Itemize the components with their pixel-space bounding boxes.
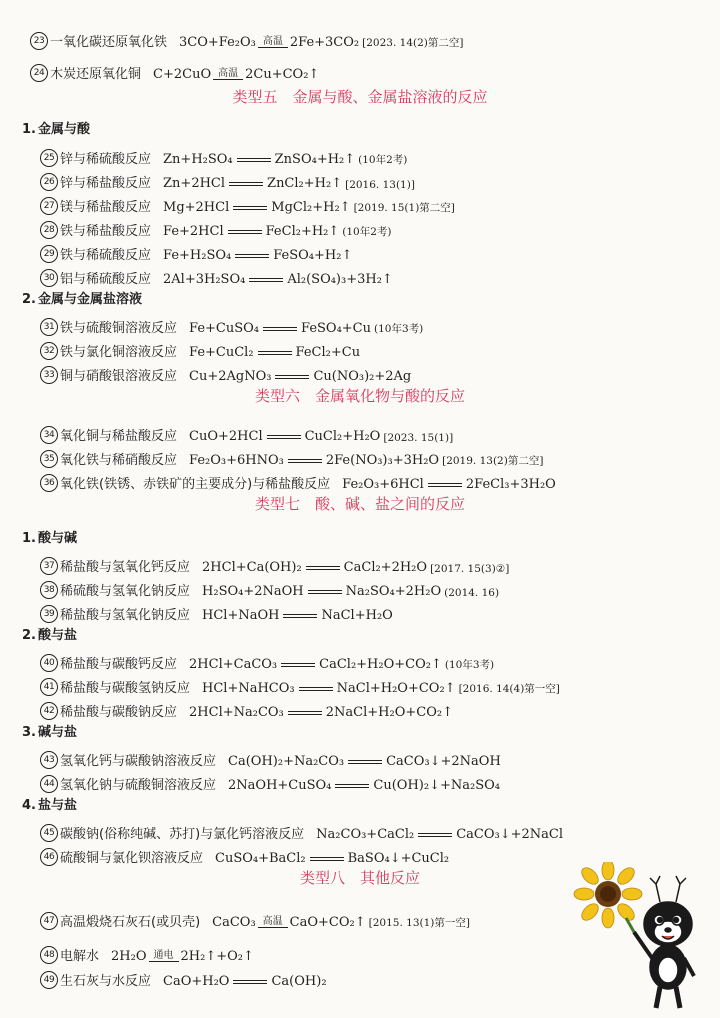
reactants: C+2CuO — [153, 67, 212, 82]
reactants: 2NaOH+CuSO₄ — [228, 778, 332, 793]
reaction-name: 锌与稀硫酸反应 — [60, 152, 152, 167]
exam-note: [2017. 15(3)②] — [430, 563, 510, 575]
equals-sign — [235, 254, 269, 258]
reactants: 2HCl+Ca(OH)₂ — [202, 560, 302, 575]
equation-row — [40, 420, 720, 444]
reactants: 2H₂O — [111, 949, 147, 964]
item-number: 33 — [40, 366, 58, 384]
equals-sign — [258, 351, 292, 355]
reaction-name: 稀盐酸与碳酸氢钠反应 — [60, 681, 191, 696]
reaction-name: 电解水 — [60, 949, 100, 964]
equation-row — [40, 575, 720, 599]
products: Cu(OH)₂↓+Na₂SO₄ — [373, 778, 500, 793]
reactants: CaO+H₂O — [163, 974, 230, 989]
exam-note: [2019. 13(2)第二空] — [442, 455, 544, 467]
reaction-name: 铁与稀硫酸反应 — [60, 248, 152, 263]
exam-note: (10年3考) — [374, 323, 424, 335]
equals-sign — [308, 590, 342, 594]
exam-note: [2015. 13(1)第一空] — [368, 917, 470, 929]
products: 2H₂↑+O₂↑ — [180, 949, 254, 964]
condition — [213, 68, 243, 80]
reaction-name: 稀盐酸与碳酸钙反应 — [60, 657, 178, 672]
item-number: 41 — [40, 678, 58, 696]
equation-row — [40, 444, 720, 468]
item-number: 31 — [40, 318, 58, 336]
equation-row — [40, 263, 720, 287]
equals-sign — [281, 663, 315, 667]
equals-sign — [228, 230, 262, 234]
item-number: 46 — [40, 848, 58, 866]
equals-sign — [428, 483, 462, 487]
item-number: 27 — [40, 197, 58, 215]
item-number: 48 — [40, 946, 58, 964]
equation-row — [40, 745, 720, 769]
reactants: HCl+NaHCO₃ — [202, 681, 295, 696]
condition-text: 通电 — [153, 950, 174, 961]
subsection-heading: 2. 酸与盐 — [22, 628, 78, 643]
reactants: Fe+H₂SO₄ — [163, 248, 232, 263]
reaction-name: 稀盐酸与氢氧化钠反应 — [60, 608, 191, 623]
condition-text: 高温 — [262, 916, 283, 927]
item-number: 43 — [40, 751, 58, 769]
products: FeSO₄+Cu — [301, 321, 372, 336]
item-number: 35 — [40, 450, 58, 468]
condition — [149, 950, 179, 962]
equals-sign — [275, 375, 309, 379]
exam-note: (2014. 16) — [444, 587, 500, 599]
condition — [258, 36, 288, 48]
exam-note: (10年2考) — [358, 154, 408, 166]
reaction-name: 碳酸钠(俗称纯碱、苏打)与氯化钙溶液反应 — [60, 827, 305, 842]
equation-row — [40, 468, 720, 492]
equals-sign — [233, 980, 267, 984]
item-number: 44 — [40, 775, 58, 793]
subsection-heading: 1. 金属与酸 — [22, 122, 91, 137]
exam-note: [2023. 15(1)] — [383, 432, 454, 444]
products: Na₂SO₄+2H₂O — [345, 584, 442, 599]
reactants: Zn+H₂SO₄ — [163, 152, 233, 167]
equals-sign — [306, 566, 340, 570]
item-number: 24 — [30, 64, 48, 82]
products: CaCO₃↓+2NaOH — [386, 754, 501, 769]
item-number: 36 — [40, 474, 58, 492]
reaction-name: 生石灰与水反应 — [60, 974, 152, 989]
equals-sign — [299, 687, 333, 691]
reactants: Na₂CO₃+CaCl₂ — [316, 827, 415, 842]
reaction-name: 铁与氯化铜溶液反应 — [60, 345, 178, 360]
reactants: Zn+2HCl — [163, 176, 226, 191]
equals-sign — [418, 833, 452, 837]
reactants: Fe₂O₃+6HNO₃ — [189, 453, 284, 468]
item-number: 37 — [40, 557, 58, 575]
equation-row — [30, 26, 720, 50]
products: 2FeCl₃+3H₂O — [465, 477, 556, 492]
reactants: CuO+2HCl — [189, 429, 263, 444]
equation-row — [40, 648, 720, 672]
products: FeCl₂+H₂↑ — [265, 224, 340, 239]
reaction-name: 氧化铁(铁锈、赤铁矿的主要成分)与稀盐酸反应 — [60, 477, 331, 492]
subsection-heading: 3. 碱与盐 — [22, 725, 78, 740]
exam-note: [2016. 14(4)第一空] — [458, 683, 560, 695]
sunflower-icon — [574, 862, 642, 928]
equals-sign — [233, 206, 267, 210]
item-number: 39 — [40, 605, 58, 623]
reaction-name: 稀盐酸与氢氧化钙反应 — [60, 560, 191, 575]
equation-row — [40, 336, 720, 360]
item-number: 28 — [40, 221, 58, 239]
equals-sign — [267, 435, 301, 439]
equals-sign — [249, 278, 283, 282]
products: CuCl₂+H₂O — [304, 429, 381, 444]
item-number: 25 — [40, 149, 58, 167]
equals-sign — [237, 158, 271, 162]
equation-row — [40, 167, 720, 191]
reaction-name: 一氧化碳还原氧化铁 — [50, 35, 168, 50]
equation-row — [40, 191, 720, 215]
products: ZnCl₂+H₂↑ — [267, 176, 343, 191]
reaction-name: 氢氧化钙与碳酸钠溶液反应 — [60, 754, 217, 769]
reaction-name: 高温煅烧石灰石(或贝壳) — [60, 915, 201, 930]
reactants: HCl+NaOH — [202, 608, 280, 623]
reactants: CaCO₃ — [212, 915, 256, 930]
item-number: 49 — [40, 971, 58, 989]
equals-sign — [288, 459, 322, 463]
reactants: 2Al+3H₂SO₄ — [163, 272, 246, 287]
reactants: Fe+CuCl₂ — [189, 345, 254, 360]
reaction-name: 镁与稀盐酸反应 — [60, 200, 152, 215]
reaction-name: 锌与稀盐酸反应 — [60, 176, 152, 191]
equals-sign — [335, 784, 369, 788]
equation-row — [40, 239, 720, 263]
equals-sign — [310, 857, 344, 861]
equation-row — [40, 312, 720, 336]
item-number: 30 — [40, 269, 58, 287]
equation-row — [40, 551, 720, 575]
products: Ca(OH)₂ — [271, 974, 327, 989]
reactants: Ca(OH)₂+Na₂CO₃ — [228, 754, 345, 769]
item-number: 42 — [40, 702, 58, 720]
reaction-name: 铜与硝酸银溶液反应 — [60, 369, 178, 384]
reaction-name: 木炭还原氧化铜 — [50, 67, 142, 82]
exam-note: (10年2考) — [342, 226, 392, 238]
reactants: H₂SO₄+2NaOH — [202, 584, 304, 599]
reaction-name: 铁与硫酸铜溶液反应 — [60, 321, 178, 336]
products: 2Fe(NO₃)₃+3H₂O — [325, 453, 440, 468]
exam-note: (10年3考) — [444, 659, 495, 671]
section-title: 类型六 金属氧化物与酸的反应 — [254, 387, 465, 405]
reactants: Fe+CuSO₄ — [189, 321, 260, 336]
subsection-heading: 1. 酸与碱 — [22, 531, 78, 546]
reaction-name: 氧化铜与稀盐酸反应 — [60, 429, 178, 444]
products: Al₂(SO₄)₃+3H₂↑ — [287, 272, 393, 287]
products: NaCl+H₂O — [321, 608, 393, 623]
products: BaSO₄↓+CuCl₂ — [347, 851, 450, 866]
equation-row — [30, 58, 720, 82]
products: 2Cu+CO₂↑ — [245, 67, 320, 82]
reactants: 2HCl+Na₂CO₃ — [189, 705, 284, 720]
equation-row — [40, 769, 720, 793]
products: NaCl+H₂O+CO₂↑ — [336, 681, 456, 696]
exam-note: [2019. 15(1)第二空] — [353, 202, 455, 214]
equation-row — [40, 599, 720, 623]
equation-row — [40, 143, 720, 167]
equation-row — [40, 360, 720, 384]
reaction-name: 稀盐酸与碳酸钠反应 — [60, 705, 178, 720]
condition-text: 高温 — [218, 68, 239, 79]
products: CaO+CO₂↑ — [289, 915, 366, 930]
condition — [258, 916, 288, 928]
equation-row — [40, 672, 720, 696]
item-number: 23 — [30, 32, 48, 50]
reaction-name: 铁与稀盐酸反应 — [60, 224, 152, 239]
reactants: Mg+2HCl — [163, 200, 230, 215]
products: ZnSO₄+H₂↑ — [274, 152, 356, 167]
products: Cu(NO₃)₂+2Ag — [313, 369, 412, 384]
item-number: 47 — [40, 912, 58, 930]
reactants: CuSO₄+BaCl₂ — [215, 851, 306, 866]
reactants: 2HCl+CaCO₃ — [189, 657, 278, 672]
item-number: 32 — [40, 342, 58, 360]
products: MgCl₂+H₂↑ — [271, 200, 351, 215]
products: FeCl₂+Cu — [295, 345, 361, 360]
reaction-name: 氢氧化钠与硫酸铜溶液反应 — [60, 778, 217, 793]
equals-sign — [348, 760, 382, 764]
mascot-illustration — [568, 862, 718, 1012]
products: 2NaCl+H₂O+CO₂↑ — [325, 705, 453, 720]
subsection-heading: 4. 盐与盐 — [22, 798, 78, 813]
products: CaCO₃↓+2NaCl — [456, 827, 564, 842]
reactants: 3CO+Fe₂O₃ — [179, 35, 256, 50]
products: 2Fe+3CO₂ — [289, 35, 360, 50]
condition-text: 高温 — [262, 36, 283, 47]
exam-note: [2023. 14(2)第二空] — [362, 37, 464, 49]
section-title: 类型八 其他反应 — [299, 869, 420, 887]
reactants: Fe+2HCl — [163, 224, 224, 239]
section-title: 类型七 酸、碱、盐之间的反应 — [254, 495, 465, 513]
reaction-name: 稀硫酸与氢氧化钠反应 — [60, 584, 191, 599]
item-number: 45 — [40, 824, 58, 842]
reactants: Cu+2AgNO₃ — [189, 369, 272, 384]
reactants: Fe₂O₃+6HCl — [342, 477, 424, 492]
reaction-name: 硫酸铜与氯化钡溶液反应 — [60, 851, 204, 866]
equals-sign — [288, 711, 322, 715]
item-number: 40 — [40, 654, 58, 672]
products: CaCl₂+2H₂O — [343, 560, 428, 575]
equals-sign — [229, 182, 263, 186]
subsection-heading: 2. 金属与金属盐溶液 — [22, 292, 143, 307]
equals-sign — [263, 327, 297, 331]
equation-row — [40, 696, 720, 720]
deer-mascot — [634, 876, 694, 1008]
products: CaCl₂+H₂O+CO₂↑ — [319, 657, 442, 672]
item-number: 26 — [40, 173, 58, 191]
item-number: 29 — [40, 245, 58, 263]
equation-row — [40, 818, 720, 842]
equals-sign — [283, 614, 317, 618]
reaction-name: 铝与稀硫酸反应 — [60, 272, 152, 287]
section-title: 类型五 金属与酸、金属盐溶液的反应 — [232, 88, 488, 106]
reaction-name: 氧化铁与稀硝酸反应 — [60, 453, 178, 468]
item-number: 38 — [40, 581, 58, 599]
products: FeSO₄+H₂↑ — [273, 248, 353, 263]
item-number: 34 — [40, 426, 58, 444]
equation-row — [40, 215, 720, 239]
exam-note: [2016. 13(1)] — [345, 179, 415, 191]
